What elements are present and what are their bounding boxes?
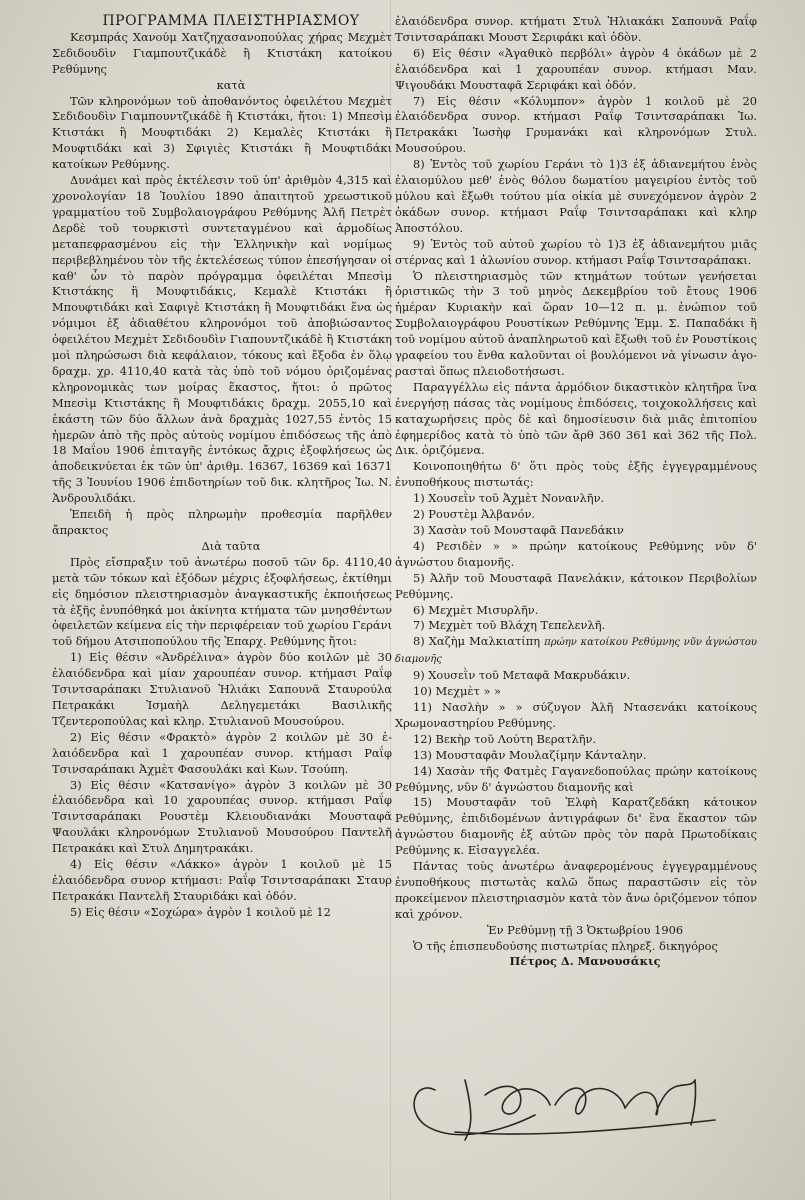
creditor-item: 4) Ρεσιδὲν » » πρώην κατοίκους Ρεθύμνης νῦν δ' ἀγνώστου διαμονῆς. <box>395 538 757 569</box>
creditor-item: 9) Χουσεῒν τοῦ Μεταφᾶ Μακρυδάκιν. <box>413 668 631 683</box>
signature-underline <box>455 1120 715 1134</box>
property-item: 8) Ἐντὸς τοῦ χωρίου Γεράνι τὸ 1)3 ἐξ ἀδιανεμήτου ἑνὸς ἐλαιομύλου μεθ' ἑνὸς θόλου δωματίου μαγειρίου ἐντὸς τοῦ μύλου καὶ ἔξωθι τούτου μία οἰκία μὲ συνεχόμενον ἀγρὸν 2 ὀκάδων συνορ. κτήμασι Ραΐφ Τσιντσαράπακι καὶ κληρ Ἀποστόλου. <box>395 157 757 235</box>
creditor-item: 6) Μεχμὲτ Μισυρλῆν. <box>413 602 539 617</box>
signatory-title: Ὁ τῆς ἐπισπευδούσης πιστωτρίας πληρεξ. δικηγόρος <box>413 938 718 953</box>
creditor-item: 7) Μεχμὲτ τοῦ Βλάχη Τεπελενλῆ. <box>413 618 606 633</box>
auction-date-paragraph: Ὁ πλειστηριασμὸς τῶν κτημάτων τούτων γενήσεται ὁριστικῶς τὴν 3 τοῦ μηνὸς Δεκεμβρίου τοῦ ἔτους 1906 ἡμέραν Κυριακὴν καὶ ὥραν 10—12 π. μ. ἐνώπιον τοῦ Συμβολαιογράφου Ρουστίκων Ρεθύμνης Ἐμμ. Σ. Παπαδάκι ἢ τοῦ νομίμου αὐτοῦ ἀναπληρωτοῦ καὶ ἔξωθι τοῦ ἐν Ρουστίκοις γραφείου του ἔνθα καλοῦνται οἱ βουλόμενοι νὰ γίνωσιν ἀγορασταὶ ὅπως πλειοδοτήσωσι. <box>395 268 757 378</box>
intro-creditor: Κεσμπράς Χανούμ Χατζηχασανοπούλας χήρας Μεχμὲτ Σεδιδουδὶν Γιαμπουτζικάδὲ ἢ Κτιστάκη κατοίκου Ρεθύμνης <box>52 29 392 76</box>
summons-paragraph: Πάντας τοὺς ἀνωτέρω ἀναφερομένους ἐγγεγραμμένους ἐνυποθήκους πιστωτὰς καλῶ ὅπως παραστῶσιν εἰς τὸν προκείμενον πλειστηριασμὸν κατὰ τὸν ἄνω ὁριζόμενον τόπον καὶ χρόνον. <box>395 859 757 921</box>
dateline: Ἐν Ρεθύμνῃ τῇ 3 Ὀκτωβρίου 1906 <box>486 922 684 937</box>
creditor-item: 15) Μουσταφᾶν τοῦ Ἐλφὴ Καρατζεδάκη κάτοικον Ρεθύμνης, ἐπιδιδομένων ἀντιγράφων δι' ἓνα ἕκαστον τῶν ἀγνώστου διαμονῆς ἐξ αὐτῶν πρὸς τὸν παρὰ Πρωτοδίκαις Ρεθύμνης κ. Εἰσαγγελέα. <box>395 795 757 858</box>
signature-stroke <box>465 1080 471 1140</box>
property-item: 7) Εἰς θέσιν «Κόλυμπον» ἀγρὸν 1 κοιλοῦ μὲ 20 ἐλαιόδενδρα συνορ. κτήμασι Ραΐφ Τσιντσαράπακι Ἰω. Πετρακάκι Ἰωσὴφ Γρυμανάκι καὶ κληρονόμων Στυλ. Μουσούρου. <box>395 93 757 156</box>
dia-tauta-heading: Διὰ ταῦτα <box>201 538 261 553</box>
auction-paragraph: Πρὸς εἴσπραξιν τοῦ ἀνωτέρω ποσοῦ τῶν δρ. 4110,40 μετὰ τῶν τόκων καὶ ἐξόδων μέχρις ἐξοφλήσεως, ἐκτίθημι εἰς δημόσιον πλειστηριασμὸν ἀναγκαστικῆς ἐκποιήσεως τὰ ἑξῆς ἐνυπόθηκά μοι ἀκίνητα κτήματα τῶν μνησθέντων ὀφειλετῶν κείμενα εἰς τὴν περιφέρειαν τοῦ χωρίου Γεράνι τοῦ δήμου Ατσιποπούλου τῆς Ἐπαρχ. Ρεθύμνης ἤτοι: <box>52 554 392 649</box>
property-item: 2) Εἰς θέσιν «Φρακτὸ» ἀγρὸν 2 κοιλῶν μὲ 30 ἐλαιόδενδρα καὶ 1 χαρουπέαν συνορ. κτήμασι Ραΐφ Τσινσαράπακι Ἀχμὲτ Φασουλάκι καὶ Κων. Τσούπη. <box>52 729 392 776</box>
creditor-item-handwritten <box>395 634 757 668</box>
property-item: 9) Ἐντὸς τοῦ αὐτοῦ χωρίου τὸ 1)3 ἐξ ἀδιανεμήτου μιᾶς στέρνας καὶ 1 ἁλωνίου συνορ. κτήμασι Ραΐφ Τσιντσαράπακι. <box>395 236 757 267</box>
deadline-paragraph: Ἐπειδὴ ἡ πρὸς πληρωμὴν προθεσμία παρῆλθεν ἄπρακτος <box>52 507 392 537</box>
notification-paragraph: Κοινοποιηθήτω δ' ὅτι πρὸς τοὺς ἑξῆς ἐγγεγραμμένους ἐνυποθήκους πιστωτάς: <box>395 459 757 490</box>
property-item: 5) Εἰς θέσιν «Σοχώρα» ἀγρὸν 1 κοιλοῦ μὲ 12 <box>70 904 331 919</box>
signature-stroke <box>485 1086 550 1114</box>
signature-stroke <box>691 1080 696 1125</box>
property-item: 4) Εἰς θέσιν «Λάκκο» ἀγρὸν 1 κοιλοῦ μὲ 15 ἐλαιόδενδρα συνορ κτήμασι: Ραΐφ Τσιντσαράπακι Σταυρ Πετρακάκι Παντελῆ Σταυριδάκι καὶ ὁδόν. <box>52 857 392 903</box>
document-title: ΠΡΟΓΡΑΜΜΑ ΠΛΕΙΣΤΗΡΙΑΣΜΟΥ <box>102 13 360 29</box>
creditor-item: 1) Χουσεῒν τοῦ Ἀχμὲτ Νονανλῆν. <box>413 491 605 506</box>
property-item: 3) Εἰς θέσιν «Κατσανίγο» ἀγρὸν 3 κοιλῶν μὲ 30 ἐλαιόδενδρα καὶ 10 χαρουπέας συνορ. κτήμασι Ραΐφ Τσιντσαράπακι Ρουστὲμ Κλειουδιανάκι Μουσταφᾶ Ψαουλάκι κληρονόμων Στυλιανοῦ Μουσούρου Παντελῆ Πετρακάκι καὶ Στυλ Δημητρακάκι. <box>52 777 392 856</box>
debtors-paragraph: Τῶν κληρονόμων τοῦ ἀποθανόντος ὀφειλέτου Μεχμὲτ Σεδιδουδὶν Γιαμπουντζικάδὲ ἢ Κτιστάκι, ἤτοι: 1) Μπεσὶμ Κτιστάκι ἢ Μουφτιδάκι 2) Κεμαλὲς Κτιστάκι ἢ Μουφτιδάκι καὶ 3) Σφιγιὲς Κτιστάκι ἢ Μουφτιδάκι κατοίκων Ρεθύμνης. <box>52 93 392 172</box>
right-column <box>395 14 757 970</box>
creditor-item: 3) Χασὰν τοῦ Μουσταφᾶ Πανεδάκιν <box>413 523 624 537</box>
creditor-item: 10) Μεχμὲτ » » <box>413 684 502 699</box>
signature-mark <box>395 1020 755 1170</box>
kata-heading: κατὰ <box>216 77 246 92</box>
creditor-item: 12) Βεκὴρ τοῦ Λούτη Βερατλῆν. <box>413 731 597 746</box>
signature-stroke <box>625 1080 695 1115</box>
claim-paragraph: Δυνάμει καὶ πρὸς ἐκτέλεσιν τοῦ ὑπ' ἀριθμὸν 4,315 καὶ χρονολογίαν 18 Ἰουλίου 1890 ἀπαιτητοῦ χρεωστικοῦ γραμματίου τοῦ Συμβολαιογράφου Ρεθύμνης Ἀλῆ Πετρὲτ Δερδὲ τοῦ τουρκιστὶ συντεταγμένου καὶ ἁρμοδίως μεταπεφρασμένου εἰς τὴν Ἑλληνικὴν καὶ νομίμως περιβεβλημένου τὸν τῆς ἐκτελέσεως τύπον ἐπεσήγησαν οἱ καθ' ὧν τὸ παρὸν πρόγραμμα ὀφειλέται Μπεσὶμ Κτιστάκης ἢ Μουφτιδάκις, Κεμαλὲ Κτιστάκι ἢ Μπουφτιδάκι καὶ Σαφιγὲ Κτιστάκη ἢ Μουφτιδάκι ἕνα ὡς νόμιμοι ἐξ ἀδιαθέτου κληρονόμοι τοῦ ἀποβιώσαντος ὀφειλέτου Μεχμὲτ Σεδιδουδὶν Γιαπουντζικάδὲ ἢ Κτιστάκη μοὶ πληρώσωσι διὰ κεφάλαιον, τόκους καὶ ἔξοδα ἐν ὅλῳ δραχμ. χρ. 4110,40 κατὰ τὰς ὑπὸ τοῦ νόμου ὁριζομένας κληρονομικὰς των μοίρας ἕκαστος, ἤτοι: ὁ πρῶτος Μπεσὶμ Κτιστάκης ἢ Μουφτιδάκις δραχμ. 2055,10 καὶ ἑκάστη τῶν δύο ἄλλων ἀνὰ δραχμὰς 1027,55 ἐντὸς 15 ἡμερῶν ἀπὸ τῆς πρὸς αὐτοὺς νομίμου ἐπιδόσεως τῆς ἀπὸ 18 Μαΐου 1906 ἐπιταγῆς ἐντόκως ἄχρις ἐξοφλήσεως ὡς ἀποδεικνύεται ἐκ τῶν ὑπ' ἀριθμ. 16367, 16369 καὶ 16371 τῆς 3 Ἰουνίου 1906 ἐπιδοτηρίων τοῦ δικ. κλητῆρος Ἰω. Ν. Ἀνδρουλιδάκι. <box>52 173 392 506</box>
creditor-item: 11) Νασλὴν » » σύζυγον Ἀλῆ Ντασενάκι κατοίκους Χρωμοναστηρίου Ρεθύμνης. <box>395 699 757 730</box>
signatory-name: Πέτρος Δ. Μανουσάκις <box>509 954 661 969</box>
creditor-item: 5) Ἀλῆν τοῦ Μουσταφᾶ Πανελάκιν, κάτοικον Περιβολίων Ρεθύμνης. <box>395 570 757 601</box>
handwritten-annotation: πρώην κατοίκου Ρεθύμνης νῦν ἀγνώστου διαμονῆς <box>395 637 757 666</box>
creditor-item: 13) Μουσταφᾶν Μουλαζίμην Κάνταλην. <box>413 747 647 762</box>
property-item: 6) Εἰς θέσιν «Ἀγαθικὸ περβόλι» ἀγρὸν 4 ὀκάδων μὲ 2 ἐλαιόδενδρα καὶ 1 χαρουπέαν συνορ. κτήμασι Μαν. Ψιγουδάκι Μουσταφᾶ Σεριφάκι καὶ ὁδόν. <box>395 45 757 92</box>
property-item: 1) Εἰς θέσιν «Ἀνδρέλινα» ἀγρὸν δύο κοιλῶν μὲ 30 ἐλαιόδενδρα καὶ μίαν χαρουπέαν συνορ. κτήμασι Ραΐφ Τσιντσαράπακι Στυλιανοῦ Ἠλιάκι Σαπουνᾶ Σταυρούλα Πετρακάκι Ἰσμαὴλ Δεληγεμετάκι Βασιλικῆς Τζεντεροπούλας καὶ κληρ. Στυλιανοῦ Μουσούρου. <box>52 650 392 728</box>
bailiff-order-paragraph: Παραγγέλλω εἰς πάντα ἁρμόδιον δικαστικὸν κλητῆρα ἵνα ἐνεργήσῃ πάσας τὰς νομίμους ἐπιδόσεις, τοιχοκολλήσεις καὶ καταχωρήσεις πρὸς δὲ καὶ δημοσίευσιν διὰ μιᾶς ἐπιτοπίου ἐφημερίδος κατὰ τὸ ὑπὸ τῶν ἄρθ 360 361 καὶ 362 τῆς Πολ. Δικ. ὁριζόμενα. <box>395 379 757 458</box>
signature-stroke <box>555 1088 625 1114</box>
creditor-item-8: 8) Χαζὴμ Μαλκιατίπη <box>413 634 541 649</box>
creditor-item: 2) Ρουστὲμ Ἀλβανόν. <box>413 507 536 522</box>
creditor-item: 14) Χασὰν τῆς Φατμὲς Γαγανεδοπούλας πρώην κατοίκους Ρεθύμνης, νῦν δ' ἀγνώστου διαμονῆς καὶ <box>395 763 757 794</box>
left-column <box>52 14 392 921</box>
property-item-continued: ἐλαιόδενδρα συνορ. κτήματι Στυλ Ἠλιακάκι Σαπουνᾶ Ραΐφ Τσιντσαράπακι Μουστ Σεριφάκι καὶ ὁδὸν. <box>395 14 757 44</box>
